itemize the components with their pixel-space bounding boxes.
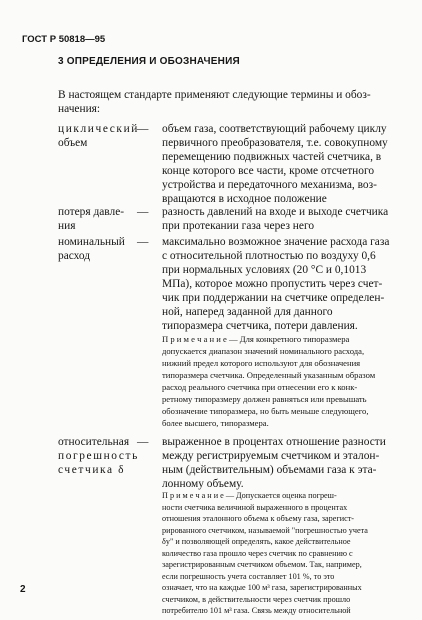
- definition-line: между регистрируемым счетчиком и эталон-: [162, 450, 380, 462]
- definition-line: перемещению подвижных частей счетчика, в: [162, 151, 382, 163]
- note-line: зарегистрированным счетчиком объемом. Так, например,: [162, 560, 362, 569]
- definition-line: МПа), которое можно пропустить через счет-: [162, 278, 383, 290]
- note-line: ретному типоразмеру должен равняться или превышать: [162, 394, 367, 404]
- note-line: ности счетчика величиной выраженного в процентах: [162, 502, 348, 512]
- term-label: счетчика δ: [58, 464, 126, 476]
- definition-line: первичного преобразователя, т.е. совокупному: [162, 137, 388, 149]
- definition-line: при нормальных условиях (20 °С и 0,1013: [162, 264, 367, 276]
- note-line: П р и м е ч а н и е — Допускается оценка погреш-: [162, 491, 337, 500]
- definition-line: вращаются в исходное положение: [162, 193, 327, 205]
- note-line: типоразмера счетчика. Определенный указанным образом: [162, 370, 376, 380]
- term-label: потеря давле-: [58, 206, 125, 218]
- definition-line: типоразмера счетчика, потери давления.: [162, 320, 358, 332]
- definition-line: ным (действительным) объемами газа к эта-: [162, 464, 377, 476]
- definition-line: максимально возможное значение расхода газа: [162, 236, 390, 248]
- note-line: δy" и позволяющей определять, какое действительное: [162, 537, 351, 546]
- page-number: 2: [20, 584, 26, 595]
- note-line: потребителю 101 м³ газа. Связь между относительной: [162, 606, 351, 615]
- definition-dash: —: [137, 123, 149, 135]
- note-line: отношения эталонного объема к объему газа, зарегист-: [162, 514, 355, 523]
- note-line: более высшего, типоразмера.: [162, 418, 269, 428]
- note-line: П р и м е ч а н и е — Для конкретного типоразмера: [162, 334, 350, 344]
- definition-line: разность давлений на входе и выходе счетчика: [162, 206, 389, 218]
- note-line: нижний предел которого используют для обозначения: [162, 358, 361, 368]
- definition-line: при протекании газа через него: [162, 220, 315, 232]
- note-line: если погрешность учета составляет 101 %, то это: [162, 571, 335, 581]
- term-label: погрешность: [58, 450, 139, 462]
- definition-dash: —: [137, 206, 149, 218]
- term-label: ния: [58, 220, 76, 232]
- document-header: ГОСТ Р 50818—95: [22, 34, 106, 45]
- term-label: номинальный: [58, 236, 125, 248]
- definition-line: объем газа, соответствующий рабочему циклу: [162, 123, 387, 135]
- definition-line: устройства и передаточного механизма, воз-: [162, 179, 377, 191]
- note-line: рированного счетчиком, называемой "погрешностью учета: [162, 525, 368, 535]
- note-line: счетчиком, в действительности через счетчик прошло: [162, 594, 351, 604]
- intro-line: В настоящем стандарте применяют следующие термины и обоз-: [58, 89, 371, 101]
- definition-line: ной, наперед заданной для данного: [162, 306, 333, 318]
- definition-line: конце которого все части, кроме отсчетного: [162, 165, 375, 177]
- term-label: объем: [58, 137, 88, 149]
- definition-line: выраженное в процентах отношение разности: [162, 436, 386, 448]
- note-line: количество газа прошло через счетчик по сравнению с: [162, 548, 353, 558]
- note-line: обозначение типоразмера, но быть меньше следующего,: [162, 406, 369, 416]
- intro-line: начения:: [58, 103, 101, 115]
- definition-dash: —: [137, 436, 149, 448]
- term-label: расход: [58, 250, 91, 262]
- section-title: 3 ОПРЕДЕЛЕНИЯ И ОБОЗНАЧЕНИЯ: [58, 56, 240, 67]
- term-label: циклический: [58, 123, 139, 135]
- note-line: допускается диапазон значений номинального расхода,: [162, 346, 365, 356]
- note-line: расход реального счетчика при отнесении его к конк-: [162, 382, 358, 392]
- definition-line: чик при поддержании на счетчике определен-: [162, 292, 385, 304]
- definition-dash: —: [137, 236, 149, 248]
- term-label: относительная: [58, 436, 130, 448]
- definition-line: лонному объему.: [162, 478, 244, 490]
- note-line: означает, что на каждые 100 м³ газа, зарегистрированных: [162, 583, 362, 592]
- definition-line: с относительной плотностью по воздуху 0,6: [162, 250, 376, 262]
